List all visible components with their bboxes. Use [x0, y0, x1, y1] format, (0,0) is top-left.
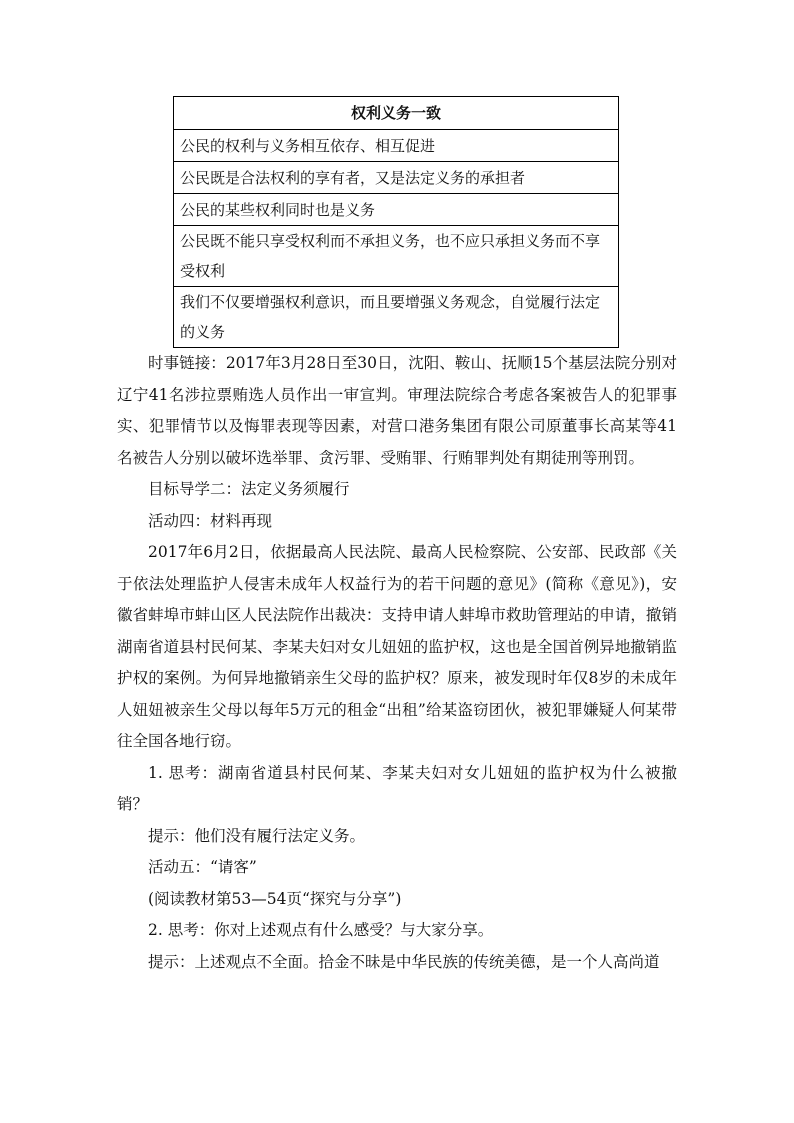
table-cell: 我们不仅要增强权利意识，而且要增强义务观念，自觉履行法定的义务 — [174, 287, 619, 348]
rights-duties-table — [173, 96, 619, 348]
table-row — [174, 287, 619, 348]
table-header: 权利义务一致 — [174, 97, 619, 130]
table-cell: 公民的权利与义务相互依存、相互促进 — [174, 130, 619, 162]
table-cell: 公民既不能只享受权利而不承担义务，也不应只承担义务而不享受权利 — [174, 226, 619, 287]
question-one: 1. 思考：湖南省道县村民何某、李某夫妇对女儿妞妞的监护权为什么被撤销？ — [117, 763, 677, 813]
section-heading-goal-two: 目标导学二：法定义务须履行 — [148, 480, 350, 498]
activity-five-heading: 活动五：“请客” — [148, 858, 257, 876]
news-link-paragraph: 时事链接：2017年3月28日至30日，沈阳、鞍山、抚顺15个基层法院分别对辽宁41名涉拉票贿选人员作出一审宣判。审理法院综合考虑各案被告人的犯罪事实、犯罪情节以及悔罪表现等因素，对营口港务集团有限公司原董事长高某等41名被告人分别以破坏选举罪、贪污罪、受贿罪、行贿罪判处有期徒刑等刑罚。 — [117, 354, 677, 467]
table-row — [174, 194, 619, 226]
table-row — [174, 130, 619, 162]
activity-four-heading: 活动四：材料再现 — [148, 511, 273, 530]
table-cell: 公民既是合法权利的享有者，又是法定义务的承担者 — [174, 162, 619, 194]
table-row — [174, 162, 619, 194]
table-header-row — [174, 97, 619, 130]
table-row — [174, 226, 619, 287]
reading-note: (阅读教材第53—54页“探究与分享”) — [148, 889, 402, 908]
document-content — [117, 96, 677, 978]
question-two: 2. 思考：你对上述观点有什么感受？与大家分享。 — [148, 921, 494, 939]
material-paragraph: 2017年6月2日，依据最高人民法院、最高人民检察院、公安部、民政部《关于依法处理监护人侵害未成年人权益行为的若干问题的意见》(简称《意见》)，安徽省蚌埠市蚌山区人民法院作出裁决：支持申请人蚌埠市救助管理站的申请，撤销湖南省道县村民何某、李某夫妇对女儿妞妞的监护权，这也是全国首例异地撤销监护权的案例。为何异地撤销亲生父母的监护权？原来，被发现时年仅8岁的未成年人妞妞被亲生父母以每年5万元的租金“出租”给某盗窃团伙，被犯罪嫌疑人何某带往全国各地行窃。 — [117, 543, 677, 750]
hint-one: 提示：他们没有履行法定义务。 — [148, 826, 366, 845]
hint-two: 提示：上述观点不全面。拾金不昧是中华民族的传统美德，是一个人高尚道 — [148, 952, 660, 971]
table-cell: 公民的某些权利同时也是义务 — [174, 194, 619, 226]
